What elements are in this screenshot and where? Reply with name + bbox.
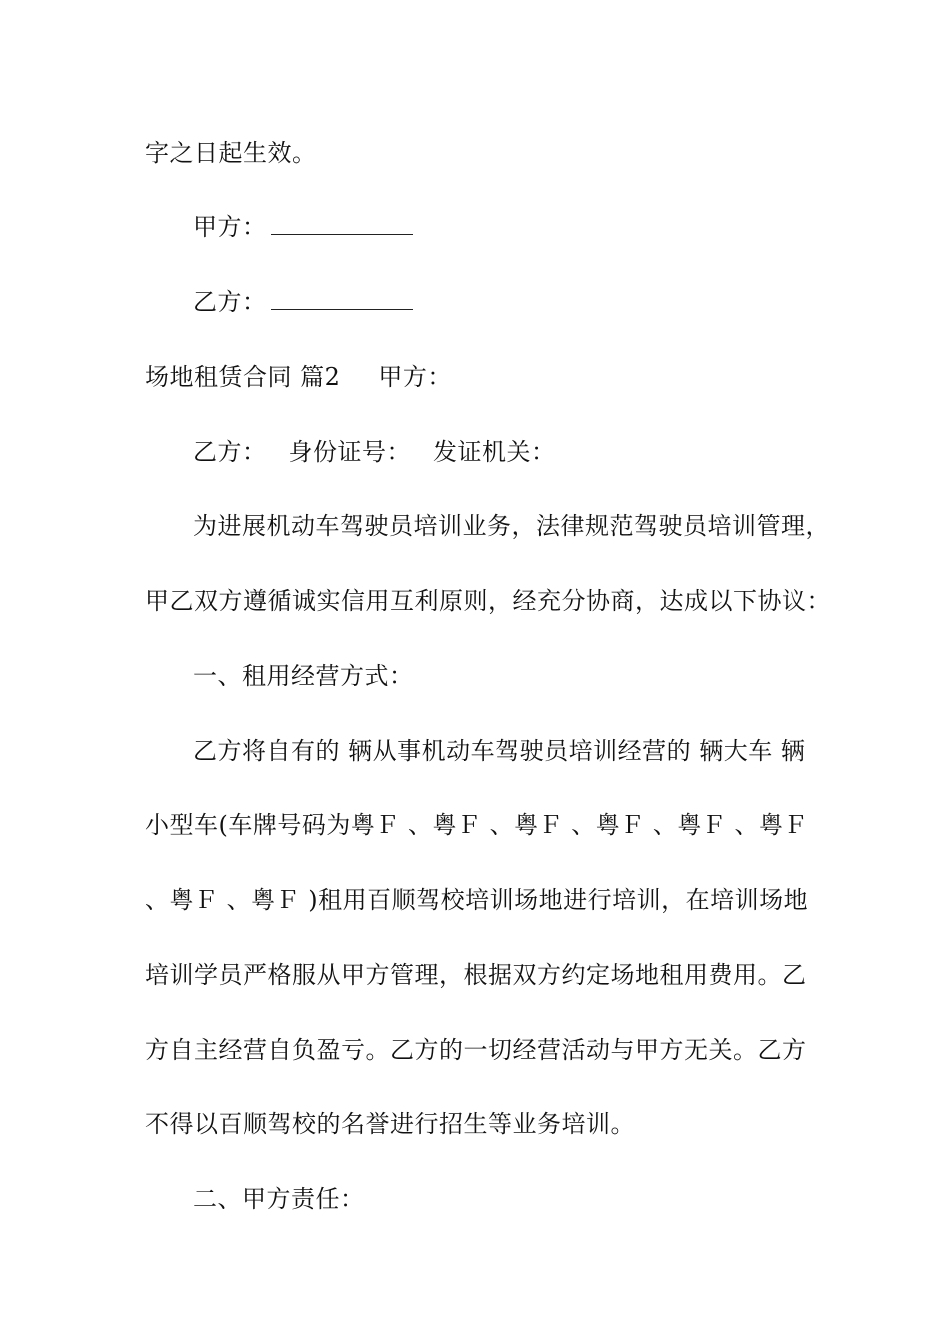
paragraph-line — [193, 736, 805, 766]
line-text: 一、租用经营方式： — [193, 662, 414, 690]
line-text: 不得以百顺驾校的名誉进行招生等业务培训。 — [145, 1110, 635, 1138]
paragraph-line — [145, 1035, 807, 1065]
paragraph-line — [145, 586, 831, 616]
party-a-signature-line — [193, 212, 413, 242]
id-number-label: 身份证号： — [288, 438, 411, 466]
party-b-signature-line — [193, 287, 413, 317]
line-text: 为进展机动车驾驶员培训业务，法律规范驾驶员培训管理， — [193, 512, 830, 540]
line-text: 培训学员严格服从甲方管理，根据双方约定场地租用费用。乙 — [145, 961, 807, 989]
party-b-label: 乙方： — [193, 438, 267, 466]
party-a-label: 甲方： — [378, 363, 452, 391]
party-b-label: 乙方： — [193, 288, 267, 316]
line-text: 二、甲方责任： — [193, 1185, 365, 1213]
line-text: 甲乙双方遵循诚实信用互利原则，经充分协商，达成以下协议： — [145, 587, 831, 615]
section-title: 场地租赁合同 篇2 — [145, 363, 341, 391]
signature-blank — [271, 291, 413, 310]
clause-heading — [193, 1184, 365, 1214]
line-text: 字之日起生效。 — [145, 139, 317, 167]
line-text: 方自主经营自负盈亏。乙方的一切经营活动与甲方无关。乙方 — [145, 1036, 807, 1064]
clause-heading — [193, 661, 414, 691]
signature-blank — [271, 216, 413, 235]
party-a-label: 甲方： — [193, 213, 267, 241]
paragraph-line — [193, 511, 830, 541]
paragraph-line — [145, 810, 808, 840]
issuing-authority-label: 发证机关： — [433, 438, 556, 466]
text-line — [145, 138, 317, 168]
paragraph-line — [145, 885, 808, 915]
party-b-info-line — [193, 437, 556, 467]
paragraph-line — [145, 1109, 635, 1139]
section-heading-line — [145, 362, 452, 392]
line-text: 、粤Ｆ 、粤Ｆ )租用百顺驾校培训场地进行培训，在培训场地 — [145, 886, 809, 914]
line-text: 小型车(车牌号码为粤Ｆ 、粤Ｆ 、粤Ｆ 、粤Ｆ 、粤Ｆ 、粤Ｆ — [145, 811, 809, 839]
paragraph-line — [145, 960, 807, 990]
line-text: 乙方将自有的 辆从事机动车驾驶员培训经营的 辆大车 辆 — [193, 737, 806, 765]
